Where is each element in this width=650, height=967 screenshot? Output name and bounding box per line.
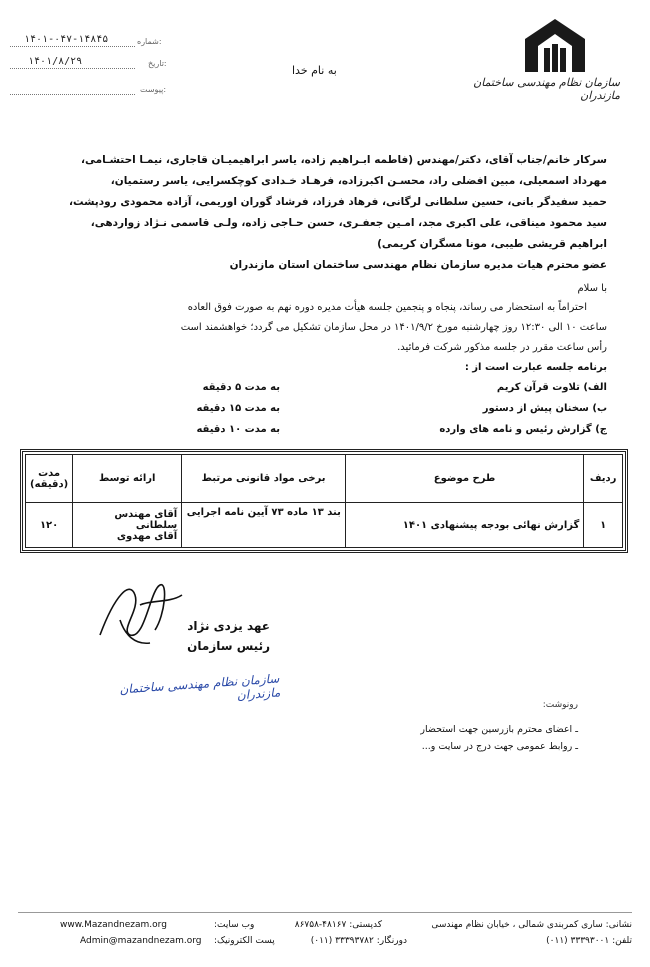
addressee-line-6: عضو محترم هیات مدیره سازمان نظام مهندسی ساختمان استان مازندران <box>229 259 607 271</box>
addressees <box>69 150 607 276</box>
footer <box>18 918 632 954</box>
table-row <box>26 503 623 548</box>
signatory-title: رئیس سازمان <box>187 639 270 653</box>
greeting: با سلام <box>577 283 607 294</box>
cc-item: ـ روابط عمومی جهت درج در سایت و... <box>421 741 578 752</box>
col-header-duration: مدت (دقیقه) <box>26 455 73 503</box>
addressee-line-3: حمید سفیدگر بانی، حسین سلطانی لرگانی، فرهاد فرزاد، فرشاد گوران اوریمی، آزاده محمودی رودپشت، <box>69 196 607 208</box>
program-item: الف) تلاوت قرآن کریم <box>496 382 607 393</box>
attachment-label: پیوست: <box>140 85 167 94</box>
cell-row-number: ۱ <box>584 503 623 548</box>
footer-website[interactable]: www.Mazandnezam.org <box>60 920 167 930</box>
cc-item: ـ اعضای محترم بازرسین جهت استحضار <box>420 724 578 735</box>
col-header-law: برخی مواد قانونی مرتبط <box>182 455 346 503</box>
col-header-row-number: ردیف <box>584 455 623 503</box>
cell-law <box>182 503 346 548</box>
presenter-line-2: آقای مهدوی <box>116 530 178 542</box>
addressee-line-5: ابراهیم قریشی طیبی، مونا مسگران کریمی) <box>377 238 607 250</box>
org-logo <box>470 14 620 104</box>
attachment-field <box>10 82 165 98</box>
body-line-1: احتراماً به استحضار می رساند، پنجاه و پنجمین جلسه هیأت مدیره دوره نهم به صورت فوق العاده <box>187 302 587 313</box>
org-name-script: سازمان نظام مهندسی ساختمان مازندران <box>473 76 620 102</box>
building-logo-icon <box>520 14 590 74</box>
addressee-line-4: سید محمود میناقی، علی اکبری مجد، امـین جعفـری، حسن حـاجی زاده، ولـی قاسمی نـژاد زواردهی، <box>90 217 607 229</box>
program-duration: به مدت ۵ دقیقه <box>202 382 280 393</box>
org-stamp: سازمان نظام مهندسی ساختمان مازندران <box>118 671 281 703</box>
date-field <box>10 56 165 72</box>
program-title: برنامه جلسه عبارت است از : <box>464 362 607 373</box>
footer-email-label: پست الکترونیک: <box>214 936 275 946</box>
letter-number: ۱۴۰۱-۰۴۷-۱۴۸۴۵ <box>24 34 109 45</box>
program-item: ج) گزارش رئیس و نامه های وارده <box>439 424 607 435</box>
cc-title: رونوشت: <box>542 700 578 710</box>
invocation: به نام خدا <box>292 64 337 77</box>
table-header-row <box>26 455 623 503</box>
program-item: ب) سخنان پیش از دستور <box>482 403 607 414</box>
law-text: بند ۱۳ ماده ۷۳ آیین نامه اجرایی <box>186 507 341 518</box>
footer-postal: کدپستی: ۴۸۱۶۷-۸۶۷۵۸ <box>294 920 382 930</box>
cell-presenter <box>73 503 182 548</box>
signatory-name: عهد یزدی نژاد <box>187 619 270 633</box>
footer-divider <box>18 912 632 913</box>
presenter-line-1: آقای مهندس سلطانی <box>114 508 178 531</box>
footer-address: نشانی: ساری کمربندی شمالی ، خیابان نظام مهندسی <box>431 920 632 930</box>
program-duration: به مدت ۱۵ دقیقه <box>196 403 280 414</box>
footer-phone: تلفن: ۳۳۳۹۳۰۰۱ (۰۱۱) <box>546 936 632 946</box>
cc-block <box>330 700 578 752</box>
signature-block <box>60 575 280 725</box>
letter-date: ۱۴۰۱/۸/۲۹ <box>28 56 83 67</box>
col-header-presenter: ارائه توسط <box>73 455 182 503</box>
footer-fax: دورنگار: ۳۳۳۹۳۷۸۲ (۰۱۱) <box>310 936 407 946</box>
body-line-2: ساعت ۱۰ الی ۱۲:۳۰ روز چهارشنبه مورخ ۱۴۰۱/۹/۲ در محل سازمان تشکیل می گردد؛ خواهشمند است <box>180 322 607 333</box>
number-label: شماره: <box>137 37 162 46</box>
addressee-line-1: سرکار خانم/جناب آقای، دکتر/مهندس (فاطمه ابـراهیم زاده، یاسر ابراهیمیـان قاجاری، نیمـا احتشـامی، <box>80 154 607 166</box>
program-duration: به مدت ۱۰ دقیقه <box>196 424 280 435</box>
addressee-line-2: مهرداد اسمعیلی، مبین افضلی راد، محسـن اکبرزاده، فرهـاد خـدادی کوچکسرایی، یاسر رستمیان، <box>110 175 607 187</box>
agenda-table <box>20 449 628 553</box>
date-label: تاریخ: <box>148 59 167 68</box>
cell-duration: ۱۲۰ <box>26 503 73 548</box>
footer-email[interactable]: Admin@mazandnezam.org <box>80 936 202 946</box>
letter-body <box>72 298 607 358</box>
number-field <box>10 34 165 50</box>
cell-subject: گزارش نهائی بودجه پیشنهادی ۱۴۰۱ <box>345 503 583 548</box>
col-header-subject: طرح موضوع <box>345 455 583 503</box>
footer-website-label: وب سایت: <box>214 920 255 930</box>
body-line-3: رأس ساعت مقرر در جلسه مذکور شرکت فرمائید. <box>397 342 607 353</box>
